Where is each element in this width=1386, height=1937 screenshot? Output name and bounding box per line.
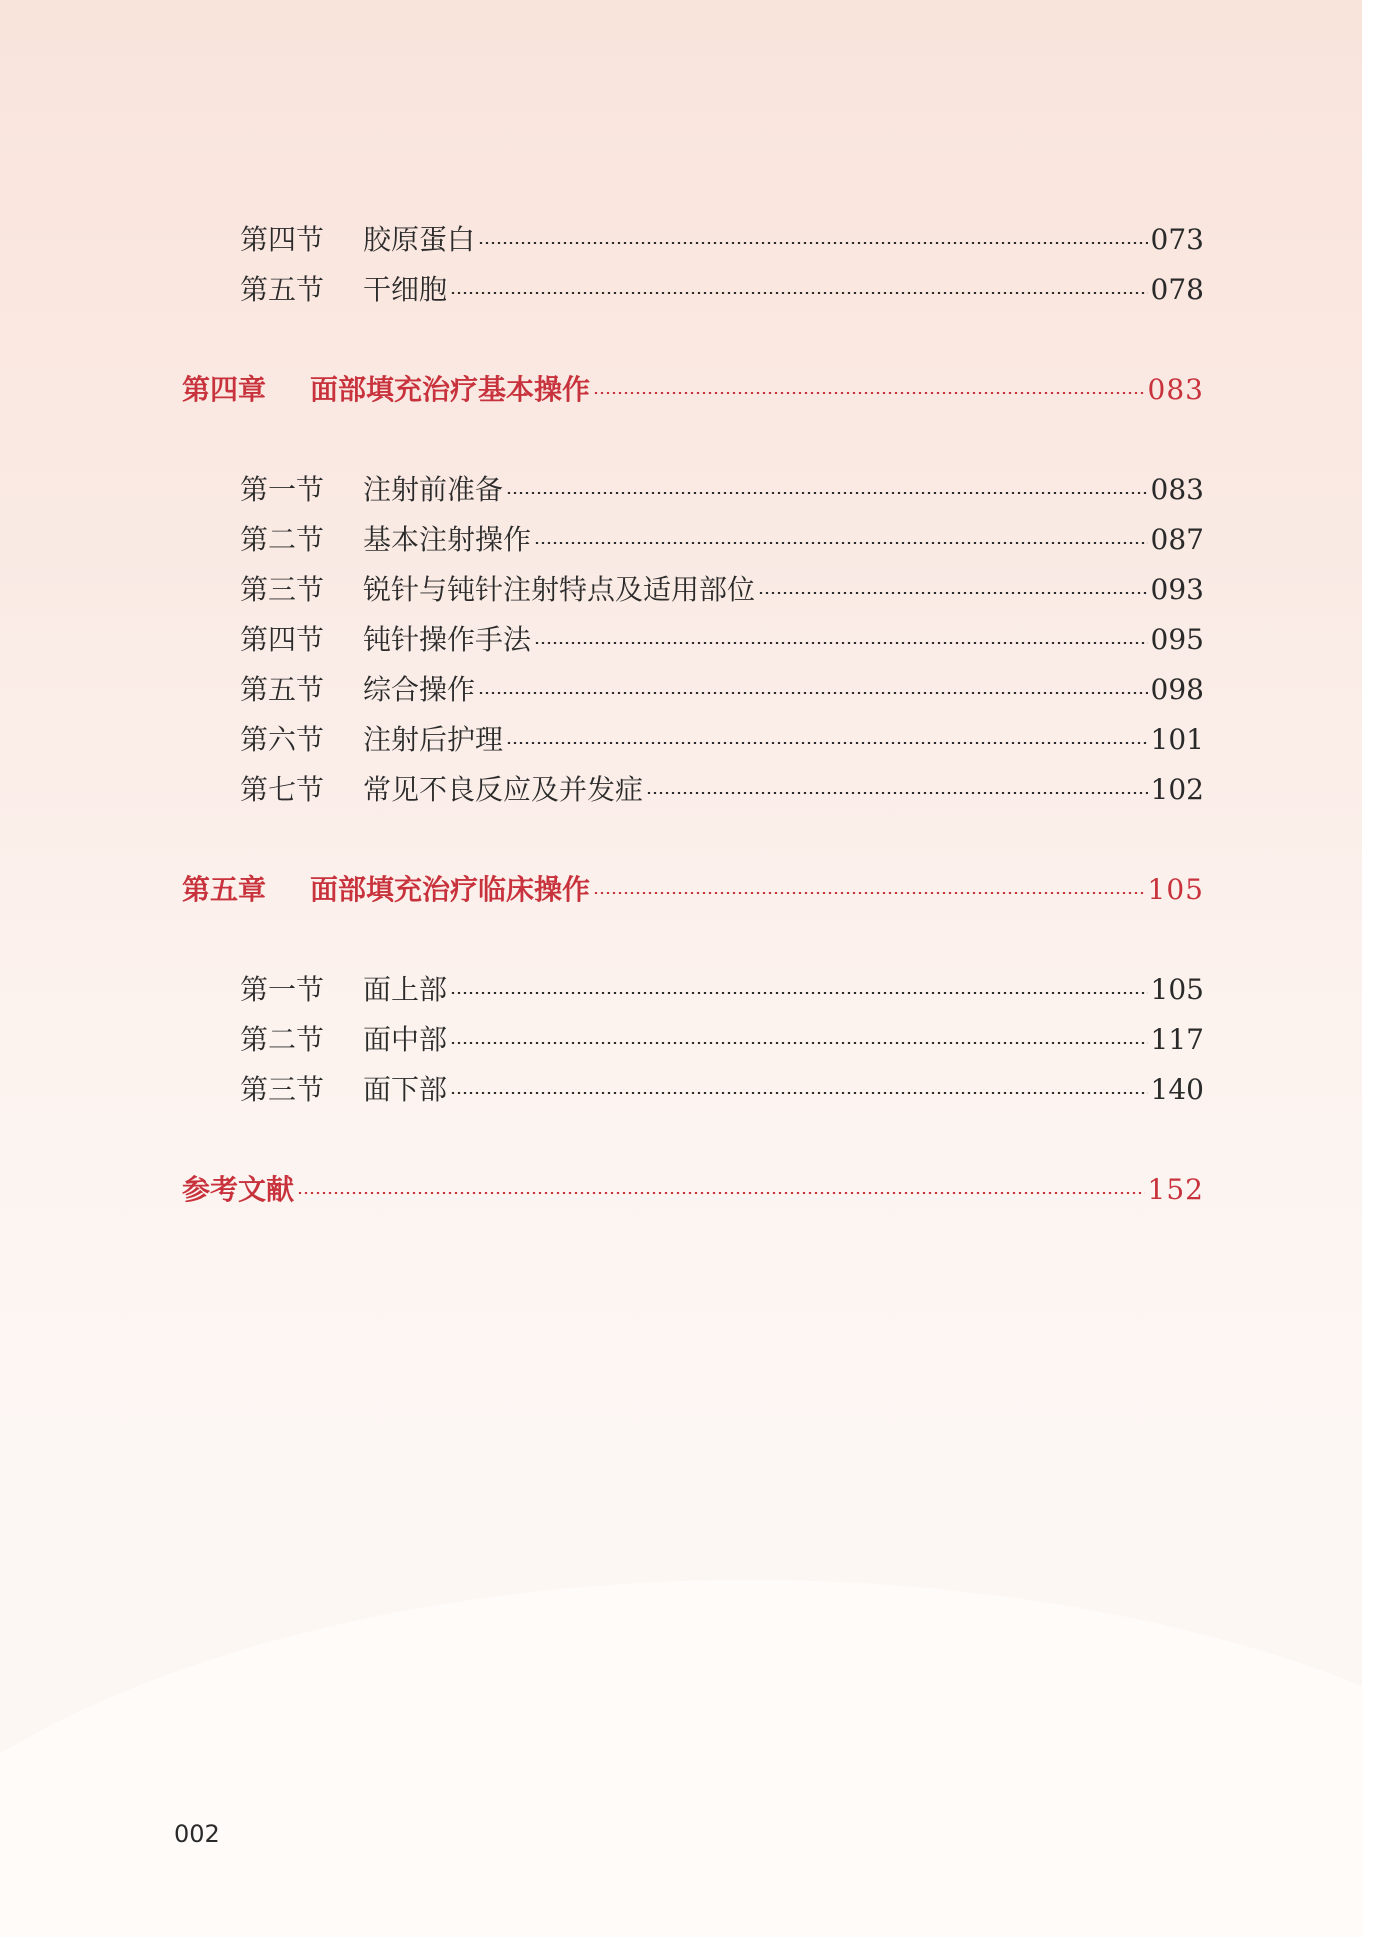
section-title: 钝针操作手法	[363, 623, 532, 656]
toc-entry-aftercare	[240, 718, 1204, 758]
section-label: 第三节	[240, 1073, 325, 1106]
dot-leader	[758, 592, 1148, 594]
page-number: 105	[1150, 973, 1204, 1006]
dot-leader	[534, 642, 1148, 644]
section-title: 注射前准备	[363, 473, 504, 506]
section-label: 第四节	[240, 623, 325, 656]
section-title: 面中部	[363, 1023, 448, 1056]
section-label: 第二节	[240, 523, 325, 556]
dot-leader	[534, 542, 1148, 544]
section-label: 第七节	[240, 773, 325, 806]
section-title: 干细胞	[363, 273, 448, 306]
toc-chapter-4	[182, 368, 1204, 408]
section-label: 第三节	[240, 573, 325, 606]
toc-references	[182, 1168, 1204, 1208]
section-label: 第一节	[240, 973, 325, 1006]
chapter-title: 面部填充治疗基本操作	[310, 373, 591, 406]
dot-leader	[593, 392, 1145, 394]
toc-entry-needle-cannula	[240, 568, 1204, 608]
page-number: 083	[1147, 373, 1204, 406]
dot-leader	[450, 1042, 1148, 1044]
folio-page-number: 002	[174, 1820, 220, 1848]
page-number: 073	[1150, 223, 1204, 256]
toc-entry-combined	[240, 668, 1204, 708]
toc-entry-stem-cells	[240, 268, 1204, 308]
toc-entry-lower-face	[240, 1068, 1204, 1108]
section-title: 常见不良反应及并发症	[363, 773, 644, 806]
background-swoosh	[0, 1580, 1362, 1937]
toc-entry-cannula-technique	[240, 618, 1204, 658]
section-title: 综合操作	[363, 673, 476, 706]
page-number: 087	[1150, 523, 1204, 556]
section-label: 第二节	[240, 1023, 325, 1056]
toc-entry-complications	[240, 768, 1204, 808]
toc-chapter-5	[182, 868, 1204, 908]
chapter-title: 参考文献	[182, 1173, 295, 1206]
page-number: 083	[1150, 473, 1204, 506]
toc-entry-mid-face	[240, 1018, 1204, 1058]
section-title: 胶原蛋白	[363, 223, 476, 256]
page-number: 095	[1150, 623, 1204, 656]
chapter-title: 面部填充治疗临床操作	[310, 873, 591, 906]
toc-entry-upper-face	[240, 968, 1204, 1008]
page-number: 152	[1147, 1173, 1204, 1206]
chapter-label: 第四章	[182, 373, 267, 406]
page-number: 101	[1150, 723, 1204, 756]
page-number: 140	[1150, 1073, 1204, 1106]
chapter-label: 第五章	[182, 873, 267, 906]
page-number: 078	[1150, 273, 1204, 306]
page-number: 102	[1150, 773, 1204, 806]
section-title: 面下部	[363, 1073, 448, 1106]
section-label: 第六节	[240, 723, 325, 756]
toc-entry-collagen	[240, 218, 1204, 258]
dot-leader	[450, 992, 1148, 994]
dot-leader	[506, 492, 1148, 494]
dot-leader	[478, 242, 1148, 244]
section-title: 锐针与钝针注射特点及适用部位	[363, 573, 756, 606]
section-label: 第五节	[240, 273, 325, 306]
dot-leader	[646, 792, 1148, 794]
dot-leader	[297, 1192, 1145, 1194]
section-title: 注射后护理	[363, 723, 504, 756]
dot-leader	[506, 742, 1148, 744]
toc-entry-injection-prep	[240, 468, 1204, 508]
dot-leader	[478, 692, 1148, 694]
dot-leader	[450, 1092, 1148, 1094]
page-number: 105	[1147, 873, 1204, 906]
section-title: 基本注射操作	[363, 523, 532, 556]
page-number: 117	[1150, 1023, 1204, 1056]
dot-leader	[450, 292, 1148, 294]
toc-entry-basic-injection	[240, 518, 1204, 558]
page-number: 098	[1150, 673, 1204, 706]
section-title: 面上部	[363, 973, 448, 1006]
section-label: 第五节	[240, 673, 325, 706]
section-label: 第四节	[240, 223, 325, 256]
page-number: 093	[1150, 573, 1204, 606]
section-label: 第一节	[240, 473, 325, 506]
dot-leader	[593, 892, 1145, 894]
